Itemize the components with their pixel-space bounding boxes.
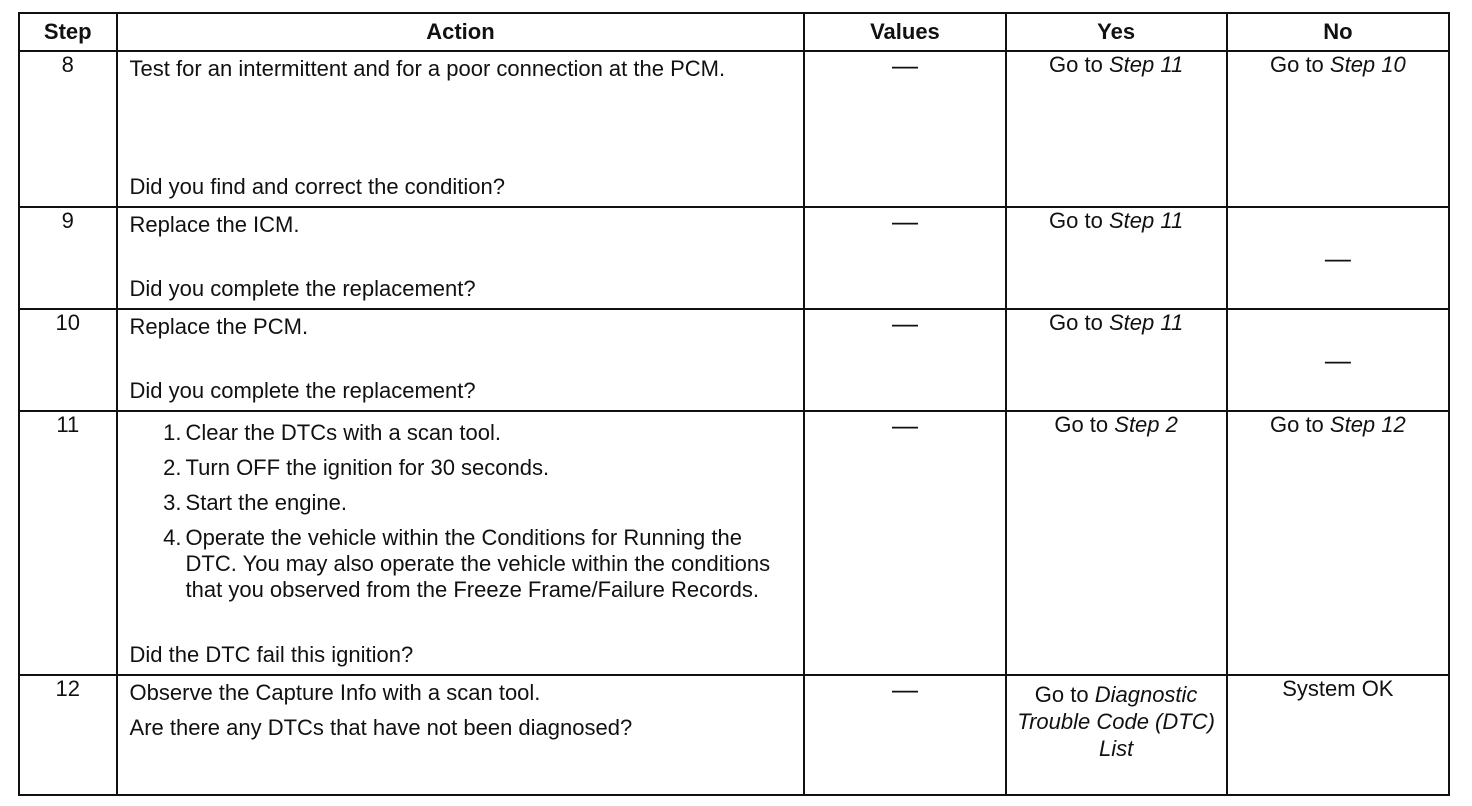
no-cell bbox=[1227, 51, 1449, 207]
table-row-step-9 bbox=[19, 207, 1449, 309]
table-row-step-12 bbox=[19, 675, 1449, 795]
yes-cell bbox=[1006, 309, 1227, 411]
table-row-step-11 bbox=[19, 411, 1449, 675]
yes-prefix: Go to bbox=[1049, 208, 1109, 233]
list-item bbox=[154, 455, 794, 481]
action-question: Did you complete the replacement? bbox=[129, 276, 476, 301]
step-number: 12 bbox=[19, 675, 117, 795]
table-row-step-8 bbox=[19, 51, 1449, 207]
list-item-text: Start the engine. bbox=[185, 490, 347, 515]
yes-cell bbox=[1006, 207, 1227, 309]
action-cell bbox=[117, 207, 805, 309]
yes-step-link[interactable]: Step 11 bbox=[1108, 310, 1184, 335]
yes-step-link[interactable]: Step 11 bbox=[1108, 208, 1184, 233]
values-cell: — bbox=[804, 309, 1005, 411]
header-values: Values bbox=[804, 13, 1005, 51]
action-question: Are there any DTCs that have not been diagnosed? bbox=[129, 715, 633, 740]
action-cell bbox=[117, 411, 805, 675]
no-cell: System OK bbox=[1227, 675, 1449, 795]
list-item-number: 1. bbox=[163, 420, 182, 445]
header-row bbox=[19, 13, 1449, 51]
no-cell: — bbox=[1227, 309, 1449, 411]
diagnostic-table bbox=[18, 12, 1450, 796]
list-item-text: Clear the DTCs with a scan tool. bbox=[185, 420, 501, 445]
yes-prefix: Go to bbox=[1034, 682, 1095, 707]
yes-dtc-list-link[interactable]: Diagnostic Trouble Code (DTC) List bbox=[1017, 682, 1215, 761]
header-yes: Yes bbox=[1006, 13, 1227, 51]
yes-step-link[interactable]: Step 11 bbox=[1108, 52, 1184, 77]
no-step-link[interactable]: Step 10 bbox=[1329, 52, 1406, 77]
yes-prefix: Go to bbox=[1049, 52, 1109, 77]
yes-cell bbox=[1006, 411, 1227, 675]
action-text: Replace the ICM. bbox=[129, 212, 300, 237]
step-number: 10 bbox=[19, 309, 117, 411]
header-no: No bbox=[1227, 13, 1449, 51]
no-prefix: Go to bbox=[1269, 412, 1330, 437]
no-cell bbox=[1227, 411, 1449, 675]
step-number: 11 bbox=[19, 411, 117, 675]
action-question: Did you find and correct the condition? bbox=[129, 174, 505, 199]
values-cell: — bbox=[804, 51, 1005, 207]
values-cell: — bbox=[804, 411, 1005, 675]
list-item bbox=[154, 490, 794, 516]
action-question: Did you complete the replacement? bbox=[129, 378, 476, 403]
action-text: Replace the PCM. bbox=[129, 314, 309, 339]
list-item-text: Operate the vehicle within the Conditions for Running the DTC. You may also operate the vehicle within the conditions that you observed from the Freeze Frame/Failure Records. bbox=[185, 525, 771, 602]
header-action: Action bbox=[117, 13, 805, 51]
action-cell bbox=[117, 309, 805, 411]
values-cell: — bbox=[804, 207, 1005, 309]
step-number: 9 bbox=[19, 207, 117, 309]
yes-step-link[interactable]: Step 2 bbox=[1114, 412, 1178, 437]
list-item-text: Turn OFF the ignition for 30 seconds. bbox=[185, 455, 550, 480]
table-row-step-10 bbox=[19, 309, 1449, 411]
action-cell bbox=[117, 51, 805, 207]
list-item bbox=[154, 525, 794, 603]
no-cell: — bbox=[1227, 207, 1449, 309]
no-prefix: Go to bbox=[1269, 52, 1330, 77]
action-text: Test for an intermittent and for a poor connection at the PCM. bbox=[129, 56, 726, 81]
action-cell bbox=[117, 675, 805, 795]
header-step: Step bbox=[19, 13, 117, 51]
list-item-number: 4. bbox=[163, 525, 182, 550]
no-step-link[interactable]: Step 12 bbox=[1329, 412, 1406, 437]
values-cell: — bbox=[804, 675, 1005, 795]
list-item bbox=[154, 420, 794, 446]
yes-prefix: Go to bbox=[1054, 412, 1115, 437]
yes-prefix: Go to bbox=[1049, 310, 1109, 335]
list-item-number: 3. bbox=[163, 490, 182, 515]
action-text: Observe the Capture Info with a scan tool. bbox=[129, 680, 541, 705]
action-step-list bbox=[130, 420, 794, 603]
yes-cell bbox=[1006, 675, 1227, 795]
step-number: 8 bbox=[19, 51, 117, 207]
action-question: Did the DTC fail this ignition? bbox=[129, 642, 414, 667]
list-item-number: 2. bbox=[163, 455, 182, 480]
yes-cell bbox=[1006, 51, 1227, 207]
